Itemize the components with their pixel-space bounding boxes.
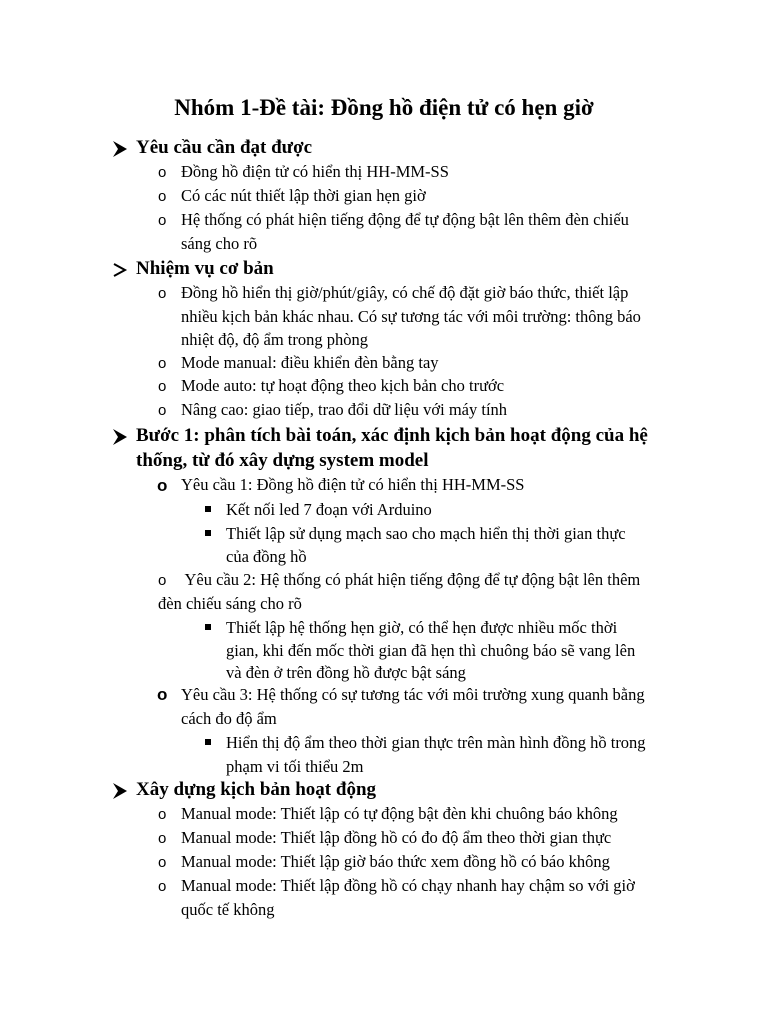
list-item: Manual mode: Thiết lập đồng hồ có chạy nhanh hay chậm so với giờ — [181, 876, 635, 895]
list-item-continuation: quốc tế không — [181, 900, 275, 919]
sub-list-item: Thiết lập hệ thống hẹn giờ, có thể hẹn được nhiều mốc thời — [226, 618, 618, 637]
arrow-bullet-icon — [112, 779, 128, 803]
section-heading-requirements: Yêu cầu cần đạt được — [136, 137, 313, 158]
list-item-continuation: cách đo độ ẩm — [181, 709, 277, 728]
sub-list-item: Kết nối led 7 đoạn với Arduino — [226, 500, 432, 519]
section-heading-tasks: Nhiệm vụ cơ bản — [136, 258, 274, 279]
circle-bullet-icon: o — [158, 806, 167, 823]
document-title: Nhóm 1-Đề tài: Đồng hồ điện tử có hẹn giờ — [174, 95, 594, 120]
list-item: Mode manual: điều khiển đèn bằng tay — [181, 353, 439, 372]
section-heading-step1-continuation: thống, từ đó xây dựng system model — [136, 450, 429, 471]
circle-bullet-icon: o — [158, 402, 167, 419]
list-item-continuation: sáng cho rõ — [181, 234, 258, 253]
arrow-bullet-icon — [112, 425, 128, 449]
sub-list-item-continuation: của đồng hồ — [226, 547, 307, 566]
circle-bullet-icon: o — [158, 285, 167, 302]
list-item: Yêu cầu 2: Hệ thống có phát hiện tiếng động để tự động bật lên thêm — [181, 570, 641, 589]
circle-bullet-icon: o — [158, 164, 167, 181]
circle-bullet-icon: o — [158, 854, 167, 871]
list-item: Manual mode: Thiết lập đồng hồ có đo độ ẩm theo thời gian thực — [181, 828, 612, 847]
arrow-bullet-icon — [112, 258, 128, 282]
circle-bullet-icon: o — [158, 378, 167, 395]
list-item: Manual mode: Thiết lập giờ báo thức xem đồng hồ có báo không — [181, 852, 610, 871]
list-item: Yêu cầu 3: Hệ thống có sự tương tác với môi trường xung quanh bằng — [181, 685, 645, 704]
section-heading-step1: Bước 1: phân tích bài toán, xác định kịch bản hoạt động của hệ — [136, 425, 648, 446]
list-item: Yêu cầu 1: Đồng hồ điện tử có hiển thị HH-MM-SS — [181, 475, 525, 494]
circle-bullet-icon: o — [157, 476, 168, 495]
section-heading-scenarios: Xây dựng kịch bản hoạt động — [136, 779, 377, 800]
sub-list-item-continuation: phạm vi tối thiểu 2m — [226, 757, 364, 776]
list-item-continuation: nhiều kịch bản khác nhau. Có sự tương tác với môi trường: thông báo — [181, 307, 641, 326]
circle-bullet-icon: o — [158, 572, 167, 589]
sub-list-item-continuation: gian, khi đến mốc thời gian đã hẹn thì chuông báo sẽ vang lên — [226, 641, 636, 660]
sub-list-item: Hiển thị độ ẩm theo thời gian thực trên màn hình đồng hồ trong — [226, 733, 646, 752]
arrow-bullet-icon — [112, 137, 128, 161]
square-bullet-icon — [205, 624, 211, 630]
list-item-continuation: nhiệt độ, độ ẩm trong phòng — [181, 330, 368, 349]
circle-bullet-icon: o — [158, 188, 167, 205]
list-item: Đồng hồ hiển thị giờ/phút/giây, có chế độ đặt giờ báo thức, thiết lập — [181, 283, 629, 302]
list-item: Có các nút thiết lập thời gian hẹn giờ — [181, 186, 426, 205]
circle-bullet-icon: o — [158, 212, 167, 229]
list-item: Nâng cao: giao tiếp, trao đổi dữ liệu với máy tính — [181, 400, 508, 419]
square-bullet-icon — [205, 506, 211, 512]
circle-bullet-icon: o — [157, 685, 168, 704]
list-item: Mode auto: tự hoạt động theo kịch bản cho trước — [181, 376, 505, 395]
list-item-continuation: đèn chiếu sáng cho rõ — [158, 594, 302, 613]
circle-bullet-icon: o — [158, 355, 167, 372]
sub-list-item-continuation: và đèn ở trên đồng hồ được bật sáng — [226, 663, 466, 682]
square-bullet-icon — [205, 739, 211, 745]
circle-bullet-icon: o — [158, 830, 167, 847]
list-item: Manual mode: Thiết lập có tự động bật đèn khi chuông báo không — [181, 804, 618, 823]
square-bullet-icon — [205, 530, 211, 536]
sub-list-item: Thiết lập sử dụng mạch sao cho mạch hiển thị thời gian thực — [226, 524, 626, 543]
circle-bullet-icon: o — [158, 878, 167, 895]
list-item: Đồng hồ điện tử có hiển thị HH-MM-SS — [181, 162, 449, 181]
list-item: Hệ thống có phát hiện tiếng động để tự động bật lên thêm đèn chiếu — [181, 210, 629, 229]
